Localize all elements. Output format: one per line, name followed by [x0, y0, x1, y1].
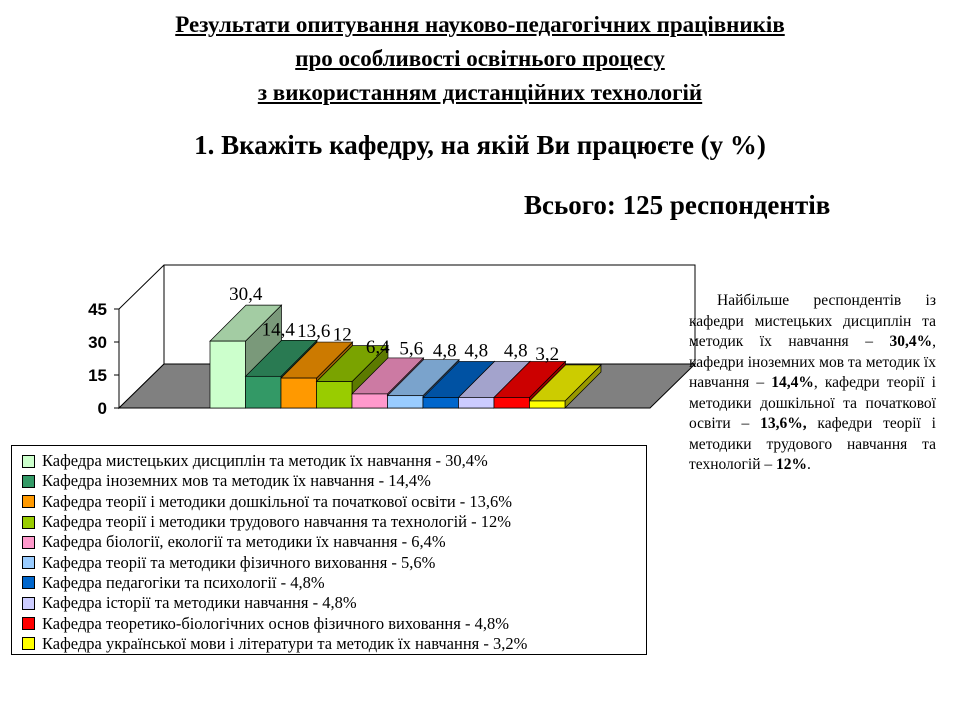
legend-label: Кафедра теорії і методики дошкільної та початкової освіти - 13,6%	[42, 491, 513, 511]
legend-item	[22, 613, 646, 633]
data-label: 30,4	[229, 284, 263, 306]
legend-item	[22, 593, 646, 613]
data-label: 6,4	[365, 336, 390, 358]
note-highlight: 12%	[775, 456, 807, 473]
legend-label: Кафедра мистецьких дисциплін та методик їх навчання - 30,4%	[42, 451, 488, 471]
note-text: , кафедри іноземних мов та методик їх навчання –	[689, 333, 936, 391]
legend-item	[22, 634, 646, 654]
data-label: 3,2	[535, 343, 560, 365]
y-tick-label: 0	[97, 399, 107, 418]
note-text: .	[806, 456, 811, 473]
bar	[459, 397, 495, 408]
legend-item	[22, 451, 646, 471]
respondents-total: Всього: 125 респондентів	[524, 190, 831, 220]
question-title: 1. Вкажіть кафедру, на якій Ви працюєте (у %)	[194, 130, 766, 160]
note-text: кафедри теорії і методики трудового навчання та технологій –	[689, 415, 936, 473]
legend-item	[22, 552, 646, 572]
legend-label: Кафедра теорії та методики фізичного виховання - 5,6%	[42, 552, 436, 572]
data-label: 5,6	[399, 338, 424, 360]
legend-swatch	[22, 617, 35, 630]
data-label: 13,6	[297, 321, 331, 343]
note-highlight: 13,6%,	[760, 415, 807, 432]
legend-label: Кафедра педагогіки та психології - 4,8%	[42, 572, 325, 592]
bar	[281, 378, 317, 408]
legend-label: Кафедра історії та методики навчання - 4,8%	[42, 593, 357, 613]
legend-swatch	[22, 556, 35, 569]
legend-label: Кафедра теорії і методики трудового навчання та технологій - 12%	[42, 512, 511, 532]
y-tick-label: 15	[88, 366, 107, 385]
note-highlight: 30,4%	[889, 333, 933, 350]
bar	[494, 397, 530, 408]
bar	[388, 396, 424, 408]
bar	[246, 376, 282, 408]
bar	[210, 341, 246, 408]
title-line-1: Результати опитування науково-педагогічних працівників	[175, 12, 785, 37]
y-tick-label: 45	[88, 300, 107, 319]
legend-swatch	[22, 576, 35, 589]
title-line-3: з використанням дистанційних технологій	[257, 80, 703, 105]
bar	[530, 401, 566, 408]
legend-swatch	[22, 516, 35, 529]
note-text: Найбільше респондентів із кафедри мистецьких дисциплін та методик їх навчання –	[689, 292, 936, 350]
data-label: 4,8	[464, 340, 489, 362]
data-label: 4,8	[503, 340, 528, 362]
chart-legend	[11, 445, 647, 655]
legend-swatch	[22, 475, 35, 488]
legend-swatch	[22, 637, 35, 650]
legend-swatch	[22, 495, 35, 508]
bar	[352, 394, 388, 408]
legend-item	[22, 573, 646, 593]
legend-item	[22, 512, 646, 532]
legend-label: Кафедра теоретико-біологічних основ фізичного виховання - 4,8%	[42, 613, 509, 633]
legend-label: Кафедра української мови і літератури та методик їх навчання - 3,2%	[42, 633, 528, 653]
legend-item	[22, 492, 646, 512]
bar	[423, 397, 459, 408]
data-label: 14,4	[261, 319, 295, 341]
data-label: 4,8	[432, 340, 457, 362]
legend-swatch	[22, 455, 35, 468]
note-text: , кафедри теорії і методики дошкільної та початкової освіти –	[689, 374, 936, 432]
legend-item	[22, 471, 646, 491]
legend-label: Кафедра біології, екології та методики їх навчання - 6,4%	[42, 532, 446, 552]
title-line-2: про особливості освітнього процесу	[295, 46, 665, 71]
legend-item	[22, 532, 646, 552]
legend-swatch	[22, 536, 35, 549]
legend-swatch	[22, 597, 35, 610]
bar	[317, 382, 353, 408]
legend-label: Кафедра іноземних мов та методик їх навчання - 14,4%	[42, 471, 431, 491]
data-label: 12	[332, 324, 352, 346]
note-highlight: 14,4%	[771, 374, 814, 391]
y-tick-label: 30	[88, 333, 107, 352]
summary-note	[689, 291, 936, 476]
